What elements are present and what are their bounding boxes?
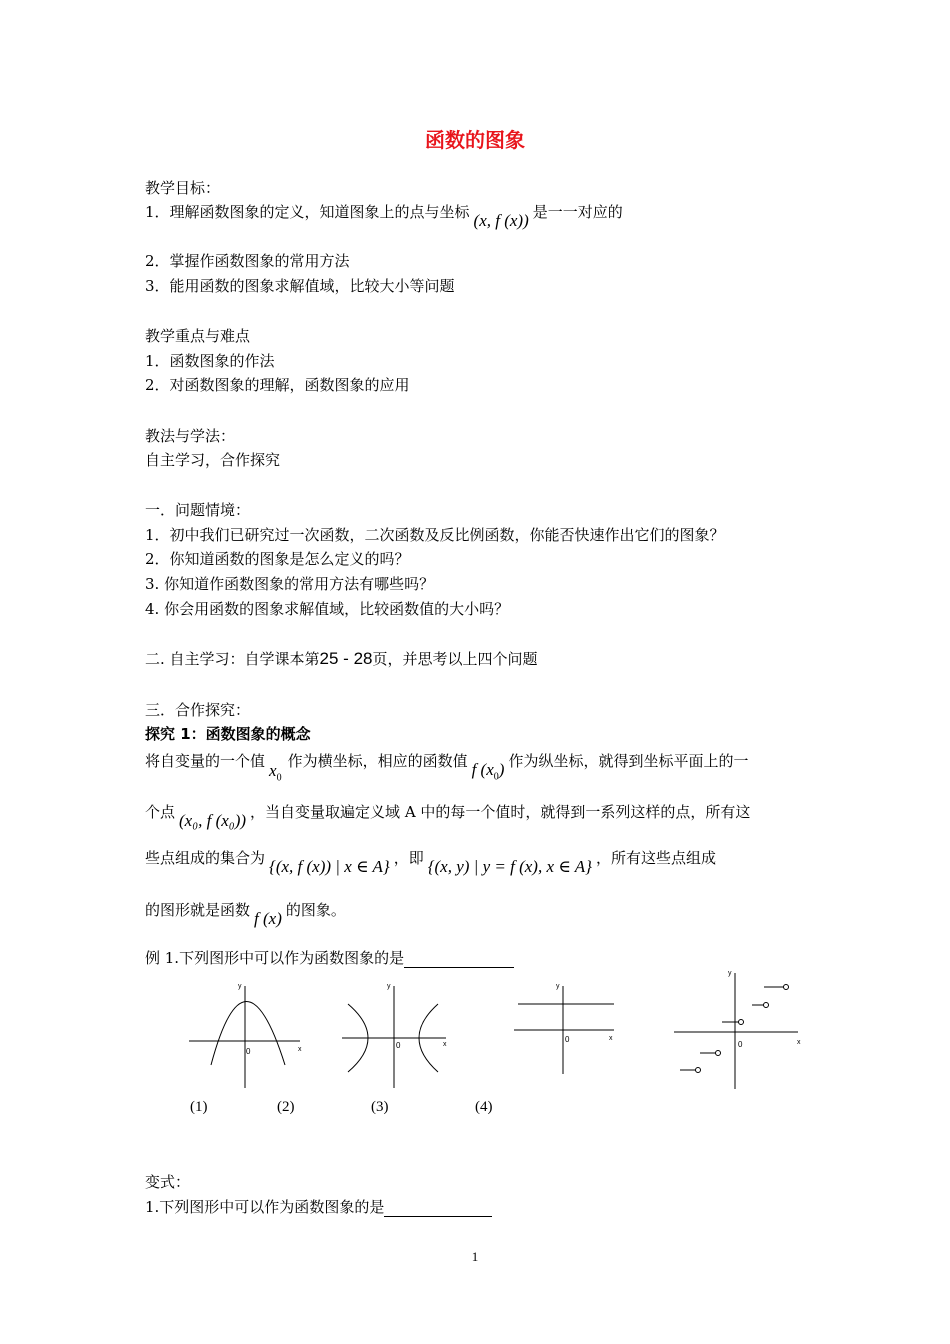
section1-heading: 一．问题情境： xyxy=(145,501,251,519)
section2-line: 二. 自主学习：自学课本第25 - 28页，并思考以上四个问题 xyxy=(145,649,538,668)
question-1: 1．初中我们已研究过一次函数，二次函数及反比例函数，你能否快速作出它们的图象？ xyxy=(145,526,725,544)
definition-line-2: 个点 (x₀, f (x₀)) ，当自变量取遍定义域 A 中的每一个值时，就得到一系列这样的点，所有这 xyxy=(145,803,751,830)
graph-4-x-label: x xyxy=(797,1039,801,1046)
page-number: 1 xyxy=(471,1249,479,1264)
methods-heading: 教法与学法： xyxy=(145,427,236,445)
x0-symbol: $x_0$ xyxy=(269,761,282,784)
graph-label-1: (1) xyxy=(190,1099,208,1115)
explore-title: 探究 1：函数图象的概念 xyxy=(145,725,311,743)
graph-label-2: (2) xyxy=(277,1099,295,1115)
definition-line-4: 的图形就是函数 f (x) 的图象。 xyxy=(145,901,346,928)
graph-3-origin: 0 xyxy=(565,1035,570,1044)
fx-symbol: f (x) xyxy=(254,909,282,928)
point-set-formula: {(x, f (x)) | x ∈ A} xyxy=(269,857,390,876)
definition-line-3: 些点组成的集合为 {(x, f (x)) | x ∈ A} ，即 {(x, y) | y = f (x), x ∈ A} ，所有这些点组成 xyxy=(145,849,716,876)
graph-label-3: (3) xyxy=(371,1099,389,1115)
graph-4-steps xyxy=(680,985,789,1073)
graph-1-x-label: x xyxy=(298,1046,302,1053)
keypoint-item-2: 2．对函数图象的理解，函数图象的应用 xyxy=(145,376,410,394)
graph-label-4: (4) xyxy=(475,1099,493,1115)
graph-2-y-label: y xyxy=(387,983,391,990)
graph-2-origin: 0 xyxy=(396,1041,401,1050)
page-title: 函数的图象 xyxy=(425,128,525,152)
graph-1-origin: 0 xyxy=(246,1047,251,1056)
graph-4-y-label: y xyxy=(728,970,732,977)
graph-3-y-label: y xyxy=(556,983,560,990)
graph-2-hyperbola xyxy=(338,978,458,1093)
graph-1-parabola xyxy=(185,978,310,1093)
point-coordinate-formula: (x, f (x)) xyxy=(473,211,529,230)
keypoint-item-1: 1．函数图象的作法 xyxy=(145,352,275,370)
graph-4-step xyxy=(668,965,808,1093)
graph-3-constant xyxy=(508,978,623,1078)
page-range: 25 - 28 xyxy=(319,649,373,668)
definition-line-1: 将自变量的一个值 $x_0$作为横坐标，相应的函数值 f $(x_0)$ 作为纵坐标，就得到坐标平面上的一 xyxy=(145,752,749,784)
f-x0-symbol: f $(x_0)$ xyxy=(471,760,505,783)
goals-heading: 教学目标： xyxy=(145,179,221,197)
graph-4-origin: 0 xyxy=(738,1040,743,1049)
graph-1-y-label: y xyxy=(238,983,242,990)
variant-answer-blank[interactable] xyxy=(384,1200,492,1217)
variant-heading: 变式： xyxy=(145,1173,191,1191)
keypoints-heading: 教学重点与难点 xyxy=(145,327,251,345)
xy-set-formula: {(x, y) | y = f (x), x ∈ A} xyxy=(427,857,592,876)
section3-heading: 三．合作探究： xyxy=(145,701,251,719)
goal-item-3: 3．能用函数的图象求解值域，比较大小等问题 xyxy=(145,277,455,295)
goal-item-2: 2．掌握作函数图象的常用方法 xyxy=(145,252,350,270)
question-2: 2．你知道函数的图象是怎么定义的吗？ xyxy=(145,550,410,568)
point-x0-formula: (x₀, f (x₀)) xyxy=(179,811,247,830)
question-3: 3. 你知道作函数图象的常用方法有哪些吗？ xyxy=(145,575,435,593)
question-4: 4. 你会用函数的图象求解值域，比较函数值的大小吗？ xyxy=(145,600,510,618)
methods-text: 自主学习，合作探究 xyxy=(145,451,281,469)
answer-blank[interactable] xyxy=(404,951,514,968)
goal-item-1: 1．理解函数图象的定义，知道图象上的点与坐标 (x, f (x)) 是一一对应的 xyxy=(145,203,623,230)
variant-question: 1.下列图形中可以作为函数图象的是 xyxy=(145,1197,492,1217)
example1-question: 例 1.下列图形中可以作为函数图象的是 xyxy=(145,948,514,968)
graph-2-x-label: x xyxy=(443,1041,447,1048)
graph-3-x-label: x xyxy=(609,1035,613,1042)
